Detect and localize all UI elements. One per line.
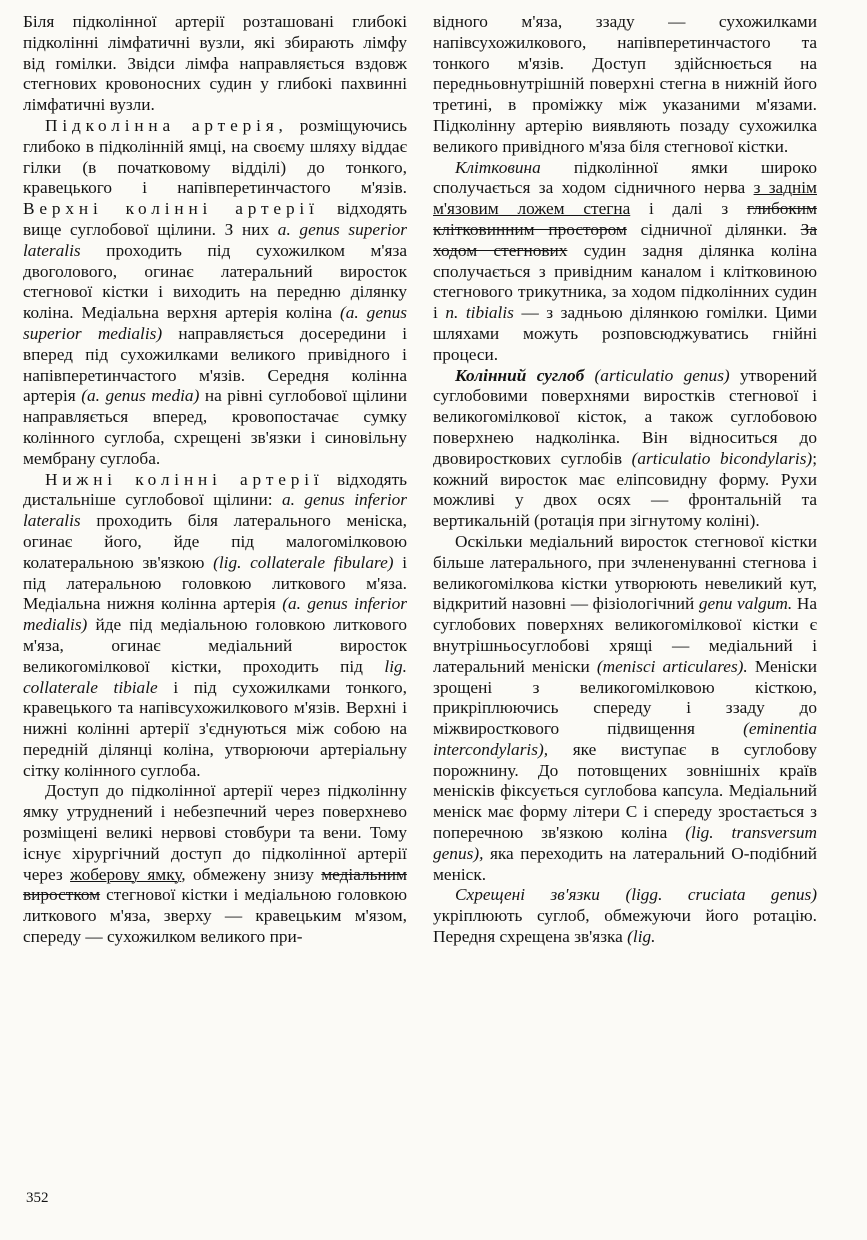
text-run: підколінної ямки широко сполучається за ходом сідничного нерва xyxy=(433,157,817,198)
italic-term: (lig. xyxy=(627,927,656,947)
paragraph xyxy=(433,12,817,158)
text-run: відного м'яза, ззаду — сухожилками напівсухожилкового, напівперетинчастого та тонкого м'язів. Доступ здійснюється на передньовнутрішній поверхні стегна в нижній його третині, в проміжку між указаними м'язами. Підколінну артерію виявляють позаду сухожилка великого привідного м'яза біля стегнової кістки. xyxy=(433,12,817,156)
spaced-term: Нижні колінні артерії xyxy=(45,469,324,489)
spaced-term: Верхні колінні артерії xyxy=(23,199,319,219)
text-run: розміщуючись глибоко в підколінній ямці, на своєму шляху віддає гілки (в початковому відділі) до тонкого, кравецького і напівперетинчастого м'язів. xyxy=(23,115,407,198)
text-run: , обмежену знизу xyxy=(181,864,322,884)
text-run: Меніски зрощені з великогомілковою кісткою, прикріплюючись спереду і ззаду до міжвиросткового підвищення xyxy=(433,656,817,739)
text-run: і далі з xyxy=(630,199,747,219)
text-run: укріплюють суглоб, обмежуючи його ротацію. Передня схрещена зв'язка xyxy=(433,906,817,947)
italic-term: (a. genus superior medialis) xyxy=(23,303,407,343)
text-run: відходять дистальніше суглобової щілини: xyxy=(23,469,407,510)
paragraph xyxy=(433,532,817,886)
left-column xyxy=(23,12,407,948)
italic-term: a. genus inferior lateralis xyxy=(23,490,407,531)
text-run: — з задньою ділянкою гомілки. Цими шляхами можуть розповсюджуватись гнійні процеси. xyxy=(433,303,817,364)
text-run: яка переходить на латеральний О-подібний меніск. xyxy=(433,843,817,884)
italic-term: (menisci articulares). xyxy=(596,656,748,676)
text-run: утворений суглобовими поверхнями виростків стегнової і великогомілкової кісток, а також суглобовою поверхнею надколінка. Він відноситься до двовиросткових суглобів xyxy=(433,365,817,468)
text-run: і під сухожилками тонкого, кравецького та напівсухожилкового м'язів. Верхні і нижні колінні артерії з'єднуються між собою на передній ділянці коліна, утворюючи артеріальну сітку колінного суглоба. xyxy=(23,677,407,780)
italic-term: (eminentia intercondylaris), xyxy=(433,719,817,759)
text-run: проходить біля латерального меніска, огинає його, йде під малогомілковою колатеральною зв'язкою xyxy=(23,511,407,572)
italic-term: (lig. collaterale fibulare) xyxy=(213,552,394,572)
text-run: і під латеральною головкою литкового м'яза. Медіальна нижня колінна артерія xyxy=(23,552,408,614)
underlined-text: жоберову ямку xyxy=(70,864,182,884)
text-run: Оскільки медіальний виросток стегнової кістки більше латерального, при зчлененуванні стегнова і великогомілкова кістки утворюють невеликий кут, відкритий назовні — фізіологічний xyxy=(433,531,817,614)
italic-term: Клітковина xyxy=(455,157,541,177)
paragraph xyxy=(433,366,817,532)
text-run: яке виступає в суглобову порожнину. До потовщених зовнішніх країв менісків фіксується суглобова капсула. Медіальний меніск має форму літери С і спереду зростається з поперечною зв'язкою коліна xyxy=(433,739,817,843)
italic-term: (a. genus inferior medialis) xyxy=(23,594,407,635)
paragraph xyxy=(23,12,407,116)
paragraph xyxy=(433,158,817,366)
italic-term: genu valgum. xyxy=(698,594,793,614)
paragraph xyxy=(23,470,407,782)
struck-text: медіальним виростком xyxy=(23,864,407,905)
text-run: відходять вище суглобової щілини. З них xyxy=(23,199,407,239)
text-run: на рівні суглобової щілини направляється вперед, кровопостачає сумку колінного суглоба, схрещені зв'язки і синовільну мембрану суглоба. xyxy=(23,386,407,468)
text-run: направляється досередини і вперед під сухожилками великого привідного і напівперетинчастого м'язів. Середня колінна артерія xyxy=(23,323,407,406)
text-run: На суглобових поверхнях великогомілкової кістки є внутрішньосуглобові хрящі — медіальний і латеральний меніски xyxy=(433,594,817,676)
text-run: стегнової кістки і медіальною головкою литкового м'яза, зверху — кравецьким м'язом, спереду — сухожилком великого при- xyxy=(23,885,407,947)
italic-term: (lig. transversum genus), xyxy=(433,823,818,863)
text-run: йде під медіальною головкою литкового м'яза, огинає медіальний виросток великогомілкової кістки, проходить під xyxy=(23,615,407,676)
paragraph xyxy=(433,885,817,947)
text-run: ; кожний виросток має еліпсовидну форму. Рухи можливі у двох осях — фронтальній та вертикальній (ротація при зігнутому коліні). xyxy=(433,448,817,531)
struck-text: глибоким клітковинним простором xyxy=(433,199,817,239)
section-term: Колінний суглоб xyxy=(455,365,585,385)
page-number: 352 xyxy=(26,1190,49,1206)
italic-term: a. genus superior lateralis xyxy=(23,219,407,260)
paragraph xyxy=(23,116,407,470)
italic-term: (a. genus media) xyxy=(81,386,200,406)
spaced-term: Підколінна артерія, xyxy=(45,115,288,135)
italic-term: lig. collaterale tibiale xyxy=(23,656,407,697)
underlined-text: з заднім м'язовим ложем стегна xyxy=(433,178,817,219)
text-run: сідничної ділянки. xyxy=(626,219,801,239)
text-run: судин задня ділянка коліна сполучається з привідним каналом і клітковиною стегнового трикутника, за ходом підколінних судин і xyxy=(433,240,818,323)
text-run: Доступ до підколінної артерії через підколінну ямку утруднений і небезпечний через поверхнево розміщені великі нервові стовбури та вени. Тому існує хірургічний доступ до підколінної артерії через xyxy=(23,781,407,884)
text-run: Біля підколінної артерії розташовані глибокі підколінні лімфатичні вузли, які збирають лімфу від гомілки. Звідси лімфа направляється вздовж стегнових кровоносних судин у глибокі пахвинні лімфатичні вузли. xyxy=(23,12,407,115)
italic-term: n. tibialis xyxy=(445,303,514,323)
italic-term: (articulatio bicondylaris) xyxy=(631,448,813,468)
italic-term: (ligg. cruciata genus) xyxy=(625,885,818,905)
paragraph xyxy=(23,781,407,947)
text-run xyxy=(584,366,594,385)
italic-term: (articulatio genus) xyxy=(594,365,730,385)
right-column xyxy=(433,12,817,948)
text-run: проходить під сухожилком м'яза двоголового, огинає латеральний виросток стегнової кістки і виходить на передню ділянку коліна. Медіальна верхня артерія коліна xyxy=(23,240,407,323)
italic-term: Схрещені зв'язки xyxy=(455,885,600,905)
text-run xyxy=(600,885,625,904)
struck-text: За ходом стегнових xyxy=(433,219,817,260)
